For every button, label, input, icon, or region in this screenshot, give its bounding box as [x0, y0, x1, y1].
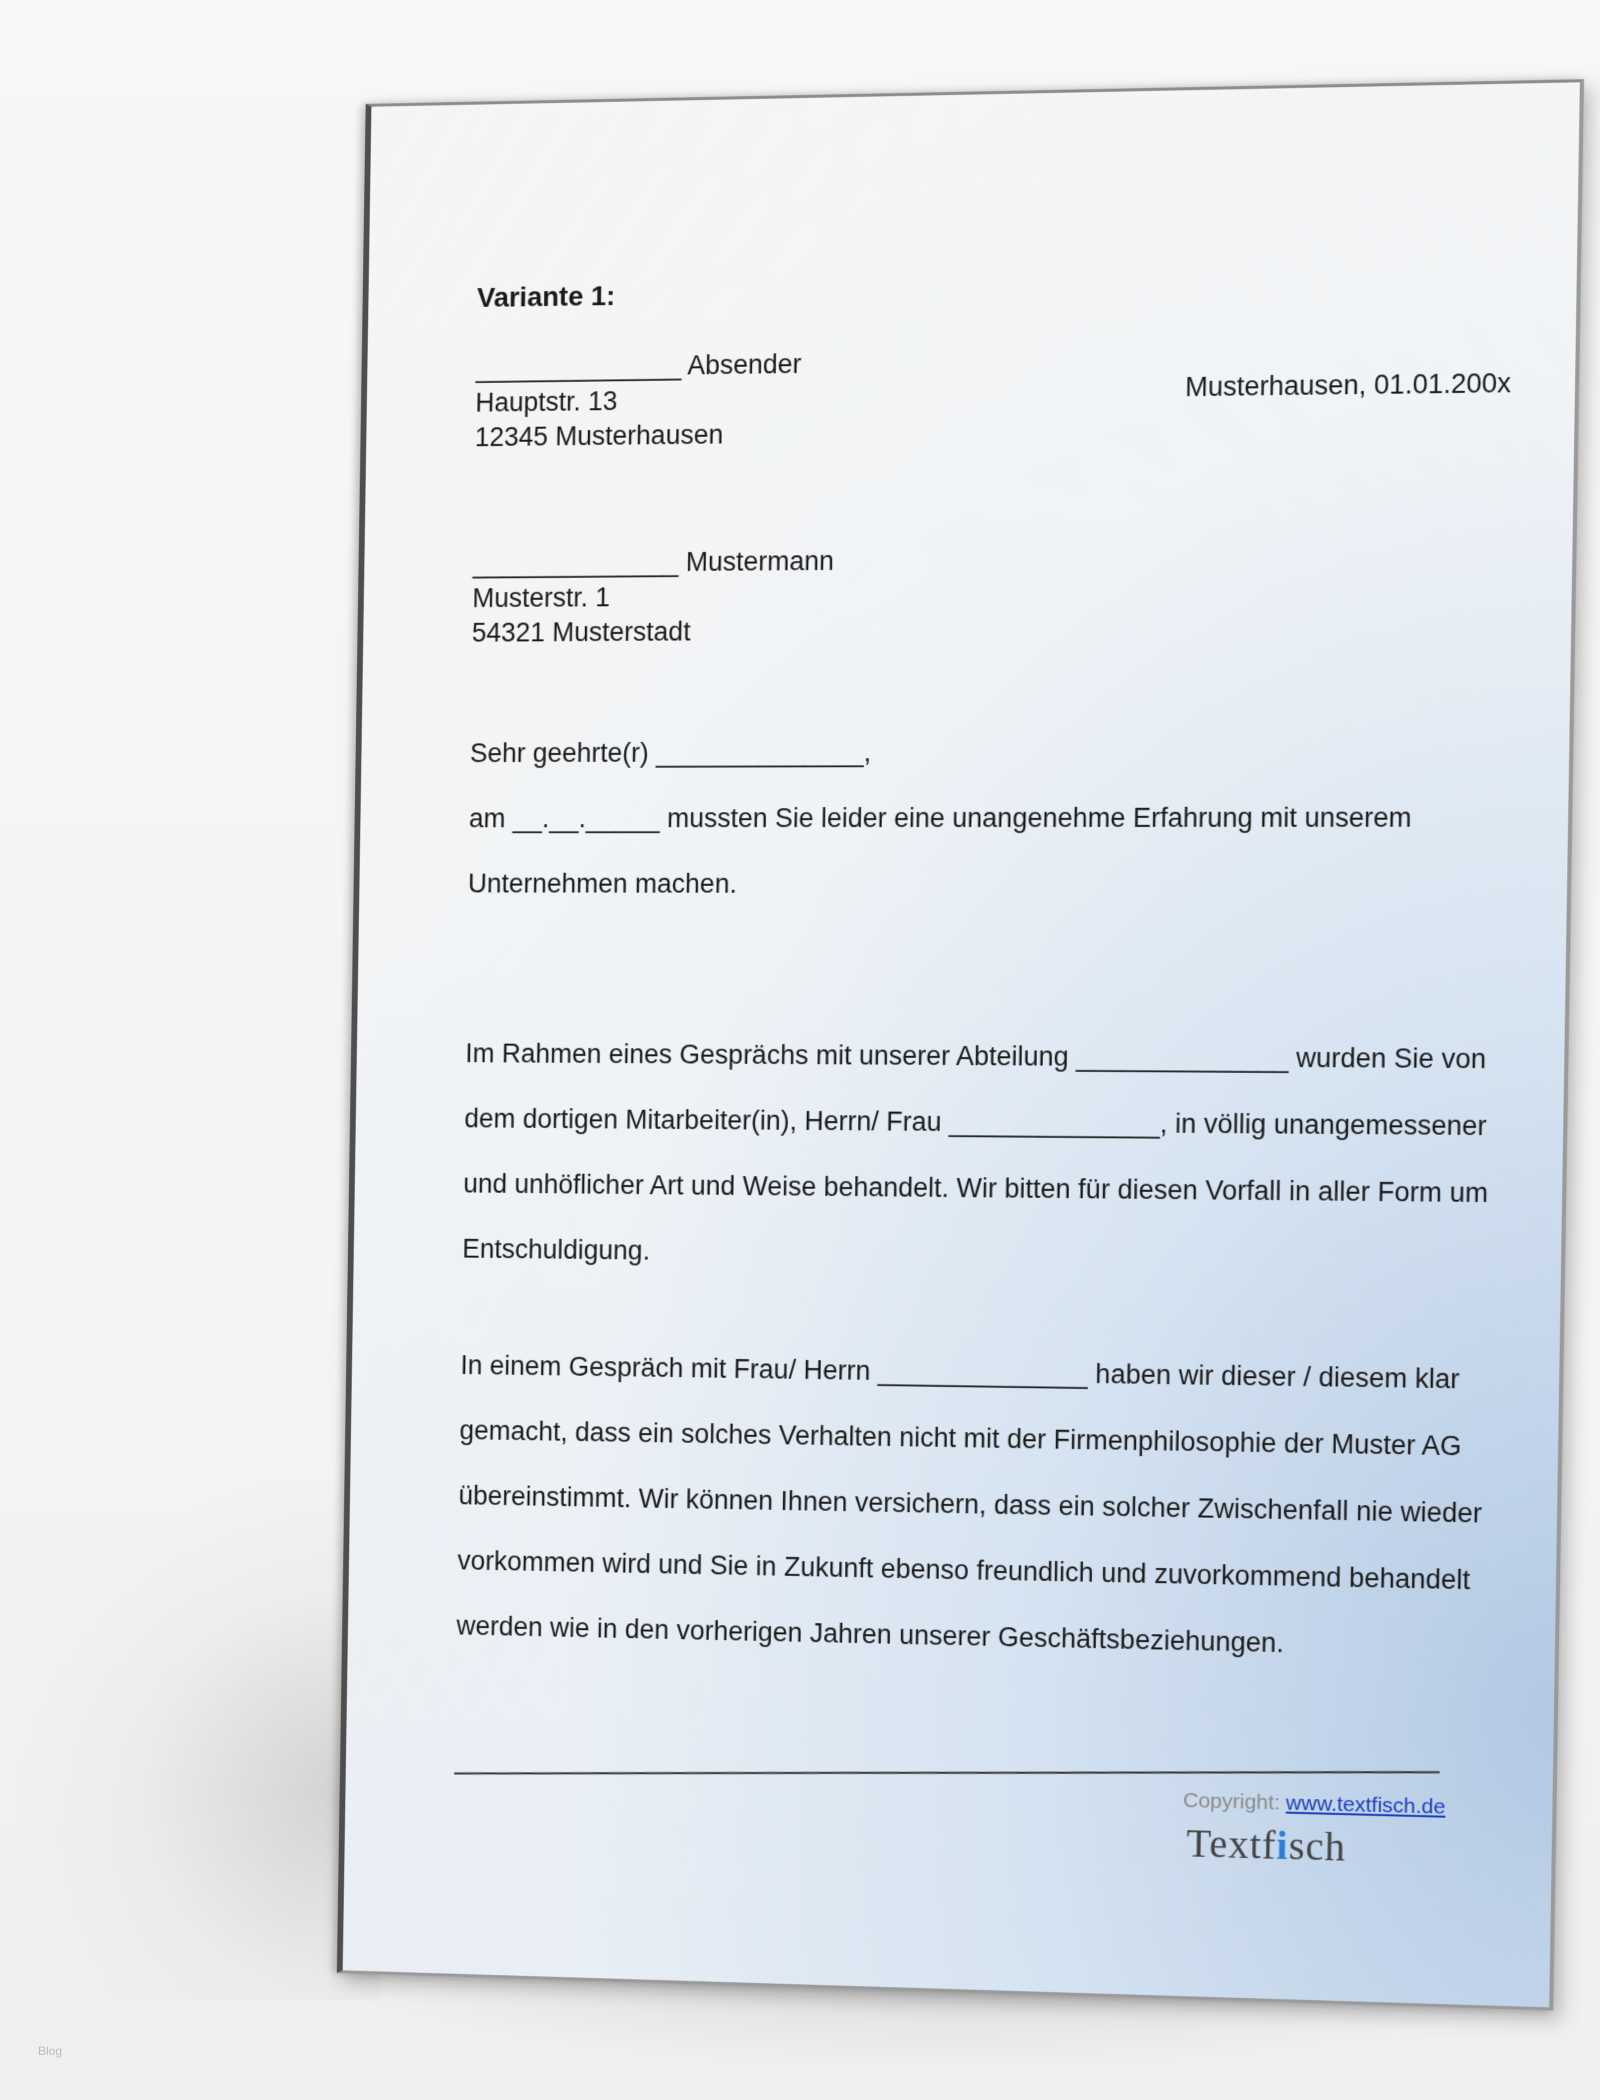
- recipient-street: Musterstr. 1: [472, 582, 611, 614]
- recipient-address: [472, 544, 835, 651]
- date-line: Musterhausen, 01.01.200x: [1184, 367, 1512, 403]
- paragraph-line: und unhöflicher Art und Weise behandelt. Wir bitten für diesen Vorfall in aller Form um: [463, 1168, 1489, 1209]
- logo-text-start: Textf: [1186, 1820, 1277, 1868]
- document-page: [337, 79, 1584, 2010]
- recipient-name-line: ______________ Mustermann: [472, 545, 835, 579]
- recipient-city: 54321 Musterstadt: [471, 616, 691, 648]
- paragraph-line: In einem Gespräch mit Frau/ Herrn ______________ haben wir dieser / diesem klar: [460, 1350, 1460, 1395]
- copyright-link[interactable]: www.textfisch.de: [1285, 1791, 1446, 1819]
- paragraph-line: am __.__._____ mussten Sie leider eine unangenehme Erfahrung mit unserem: [468, 802, 1412, 834]
- logo-text-end: sch: [1288, 1822, 1347, 1870]
- paragraph-2: [462, 1021, 1491, 1294]
- sender-address: [475, 347, 802, 455]
- sender-street: Hauptstr. 13: [475, 386, 618, 418]
- logo-fish-letter: i: [1276, 1822, 1290, 1869]
- variant-title: Variante 1:: [476, 280, 616, 313]
- paragraph-line: übereinstimmt. Wir können Ihnen versichern, dass ein solcher Zwischenfall nie wieder: [458, 1480, 1483, 1529]
- paragraph-line: vorkommen wird und Sie in Zukunft ebenso freundlich und zuvorkommend behandelt: [457, 1545, 1471, 1596]
- paragraph-line: Unternehmen machen.: [467, 868, 738, 899]
- paragraph-line: Im Rahmen eines Gesprächs mit unserer Abteilung ______________ wurden Sie von: [465, 1038, 1487, 1075]
- paragraph-line: dem dortigen Mitarbeiter(in), Herrn/ Frau ______________, in völlig unangemessener: [464, 1103, 1487, 1142]
- textfisch-logo: [1186, 1819, 1346, 1871]
- page-shadow-left: [20, 1480, 380, 2000]
- paragraph-3: [456, 1333, 1485, 1681]
- sender-name-line: ______________ Absender: [475, 349, 802, 384]
- paragraph-line: werden wie in den vorherigen Jahren unserer Geschäftsbeziehungen.: [456, 1610, 1285, 1659]
- copyright-notice: [1183, 1789, 1446, 1820]
- footer-divider: [454, 1771, 1439, 1774]
- corner-watermark: Blog: [38, 2044, 63, 2058]
- paragraph-line: Entschuldigung.: [462, 1233, 651, 1266]
- sender-city: 12345 Musterhausen: [474, 419, 724, 453]
- paragraph-1: [467, 784, 1412, 918]
- salutation: Sehr geehrte(r) ______________,: [469, 737, 872, 769]
- document-page-wrapper: [337, 79, 1584, 2010]
- copyright-label: Copyright:: [1182, 1788, 1281, 1815]
- paragraph-line: gemacht, dass ein solches Verhalten nicht mit der Firmenphilosophie der Muster AG: [459, 1415, 1462, 1462]
